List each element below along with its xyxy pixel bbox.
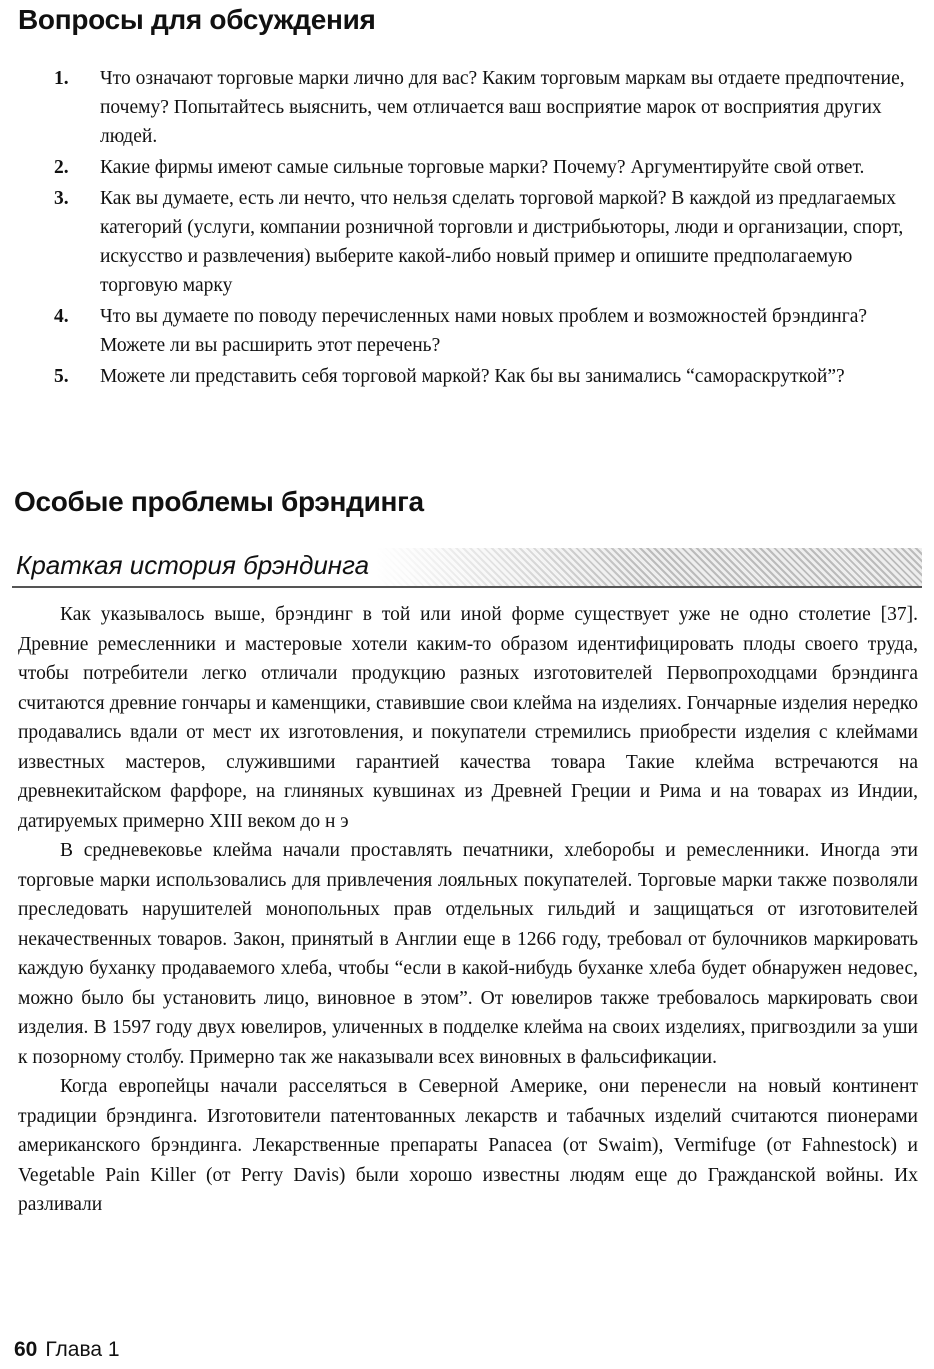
discussion-questions-list — [54, 64, 916, 393]
item-number: 1. — [54, 68, 69, 89]
item-number: 5. — [54, 366, 69, 387]
paragraph: Как указывалось выше, брэндинг в той или иной форме существует уже не одно столетие [37]. Древние ремесленники и мастеровые хотели каким-то образом идентифицировать плоды своего труда, чтобы потребители легко отличали продукцию разных изготовителей Первопроходцами брэндинга считаются древние гончары и каменщики, ставившие свои клейма на изделиях. Гончарные изделия нередко продавались вдали от мест их изготовления, и покупатели стремились приобрести изделия с клеймами известных мастеров, служившими гарантией качества товара Такие клейма встречаются на древнекитайском фарфоре, на глиняных кувшинах из Древней Греции и Рима и на товарах из Индии, датируемых примерно XIII веком до н э — [18, 604, 918, 832]
paragraph: В средневековье клейма начали проставлять печатники, хлеборобы и ремесленники. Иногда эти торговые марки использовались для привлечения лояльных покупателей. Торговые марки также позволяли преследовать нарушителей монопольных прав отдельных гильдий и защищаться от изготовителей некачественных товаров. Закон, принятый в Англии еще в 1266 году, требовал от булочников маркировать каждую буханку продаваемого хлеба, чтобы “если в какой-нибудь буханке хлеба будет обнаружен недовес, можно было бы установить лицо, виновное в этом”. От ювелиров также требовалось маркировать свои изделия. В 1597 году двух ювелиров, уличенных в подделке клейма на своих изделиях, пригвоздили за уши к позорному столбу. Примерно так же наказывали всех виновных в фальсификации. — [18, 840, 918, 1068]
item-number: 2. — [54, 157, 69, 178]
list-item — [54, 64, 916, 151]
discussion-heading: Вопросы для обсуждения — [18, 4, 376, 35]
item-text: Какие фирмы имеют самые сильные торговые марки? Почему? Аргументируйте свой ответ. — [100, 157, 865, 178]
page-number: 60 — [14, 1338, 38, 1361]
subsection-banner — [12, 548, 922, 588]
item-number: 4. — [54, 306, 69, 327]
subsection-title: Краткая история брэндинга — [16, 550, 370, 580]
item-text: Можете ли представить себя торговой маркой? Как бы вы занимались “самораскруткой”? — [100, 366, 845, 387]
item-number: 3. — [54, 188, 69, 209]
chapter-label: Глава 1 — [45, 1338, 120, 1361]
paragraph: Когда европейцы начали расселяться в Северной Америке, они перенесли на новый континент традиции брэндинга. Изготовители патентованных лекарств и табачных изделий считаются пионерами американского брэндинга. Лекарственные препараты Panacea (от Swaim), Vermifuge (от Fahnestock) и Vegetable Pain Killer (от Perry Davis) были хорошо известны людям еще до Гражданской войны. Их разливали — [18, 1076, 918, 1215]
body-text — [18, 600, 918, 1220]
section-heading: Особые проблемы брэндинга — [14, 486, 424, 517]
item-text: Что вы думаете по поводу перечисленных нами новых проблем и возможностей брэндинга? Можете ли вы расширить этот перечень? — [100, 306, 868, 356]
list-item — [54, 302, 916, 360]
item-text: Что означают торговые марки лично для вас? Каким торговым маркам вы отдаете предпочтение, почему? Попытайтесь выяснить, чем отличается ваш восприятие марок от восприятия других людей. — [100, 68, 905, 147]
list-item — [54, 184, 916, 300]
item-text: Как вы думаете, есть ли нечто, что нельзя сделать торговой маркой? В каждой из предлагаемых категорий (услуги, компании розничной торговли и дистрибьюторы, люди и организации, спорт, искусство и развлечения) выберите какой-либо новый пример и опишите предполагаемую торговую марку — [100, 188, 904, 296]
list-item — [54, 362, 916, 391]
page-footer — [14, 1338, 120, 1362]
list-item — [54, 153, 916, 182]
